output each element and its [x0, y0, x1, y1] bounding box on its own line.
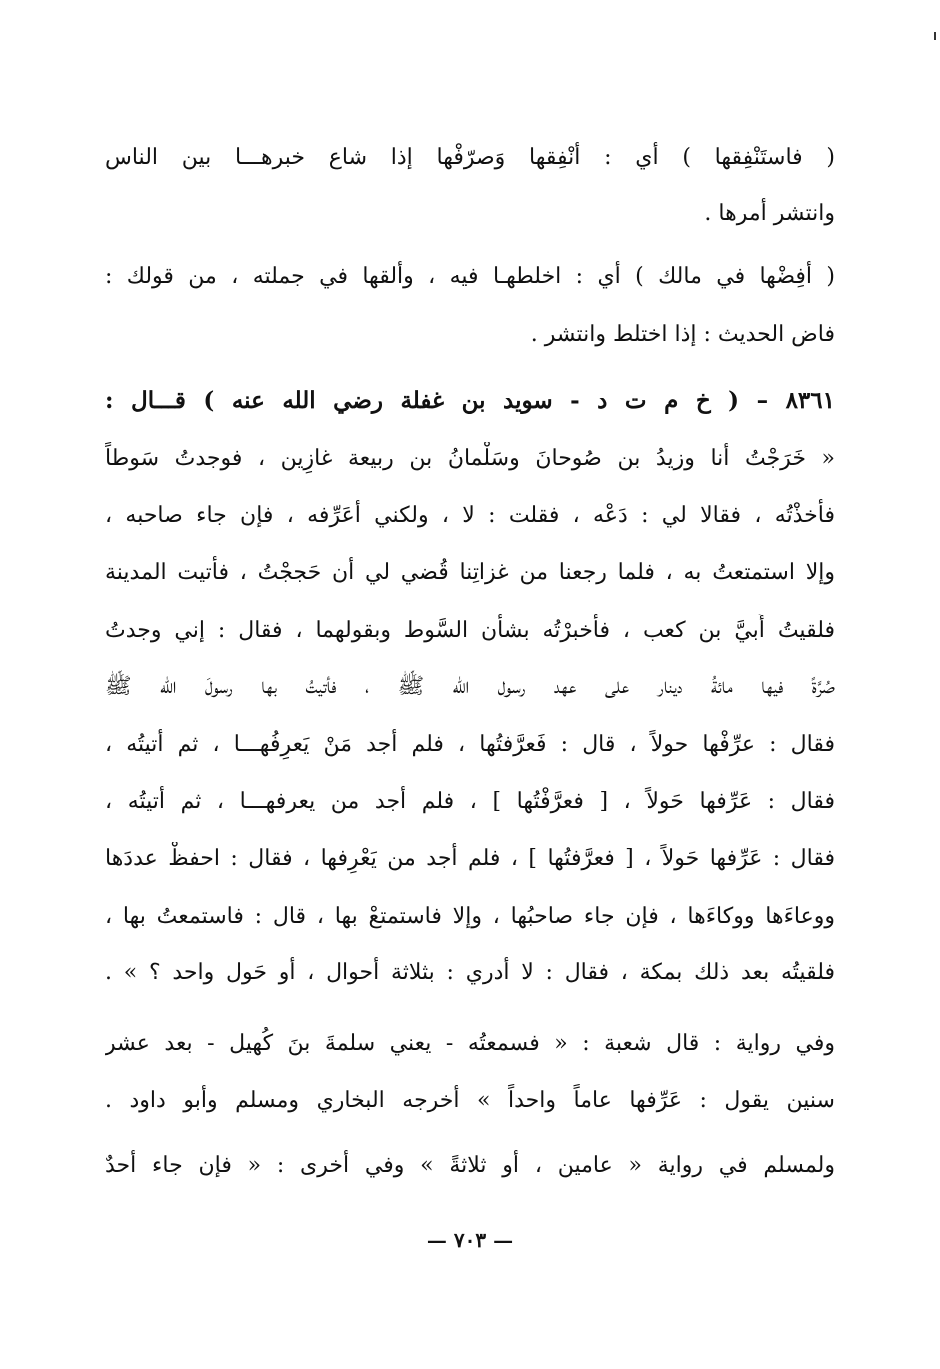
text-line: فقال : عَرِّفها حَولاً ، [ فعرَّفْتُها ] ، فلم أجد من يعرفهـــا ، ثم أتيتُه ، [105, 789, 835, 814]
text-line: فقال : عرِّفْها حولاً ، قال : فَعرَّفتُها ، فلم أجد مَنْ يَعرِفُهـــا ، ثم أتيتُه ، [105, 732, 835, 757]
text-line: فقال : عَرِّفها حَولاً ، [ فعرَّفتُها ] ، فلم أجد من يَعْرِفها ، فقال : احفظْ عددَها [105, 846, 835, 871]
text-line: فأخذْتُه ، فقالا لي : دَعْه ، فقلت : لا ، ولكني أعَرِّفه ، فإن جاء صاحبه ، [105, 503, 835, 528]
scan-mark [934, 32, 936, 40]
text-line: وإلا استمتعتُ به ، فلما رجعنا من غزاتِنا قُضي لي أن حَججْتُ ، فأتيت المدينة [105, 560, 835, 585]
text-line: « خَرَجْتُ أنا وزيدُ بن صُوحانَ وسَلْمانُ بن ربيعة غازِين ، فوجدتُ سَوطاً [105, 446, 835, 471]
hadith-heading: ٨٣٦١ – ( خ م ت د - سويد بن غفلة رضي الله عنه ) قـــال : [105, 387, 835, 414]
text-line: فلقيتُه بعد ذلك بمكة ، فقال : لا أدري : بثلاثة أحوال ، أو حَول واحد ؟ » . [105, 960, 835, 985]
text-line: ولمسلم في رواية « عامين ، أو ثلاثةً » وفي أخرى : « فإن جاء أحدٌ [105, 1153, 835, 1178]
page-number: — ٧٠٣ — [426, 1228, 514, 1252]
text-line: فاض الحديث : إذا اختلط وانتشر . [530, 322, 835, 347]
text-line: وفي رواية : قال شعبة : « فسمعتُه - يعني سلمةَ بنَ كُهيل - بعد عشر [105, 1031, 835, 1056]
text-line: فلقيتُ أُبيَّ بن كعب ، فأخبرْتُه بشأن السَّوط وبقولهما ، فقال : إني وجدتُ [105, 618, 835, 643]
text-line: ( أفِضْها في مالك ) أي : اخلطهـا فيه ، وألقها في جملته ، من قولك : [105, 264, 835, 289]
text-line: صُرَّةً فيها مائةُ دينار على عهد رسول الله ﷺ ، فأتيتُ بها رسولَ الله ﷺ [105, 674, 835, 699]
text-line: سنين يقول : عَرِّفها عاماً واحداً » أخرجه البخاري ومسلم وأبو داود . [105, 1088, 835, 1113]
text-line: ووعاءَها ووكاءَها ، فإن جاء صاحبُها ، وإلا فاستمتعْ بها ، قال : فاستمعتُ بها ، [105, 904, 835, 929]
text-line: ( فاستَنْفِقها ) أي : أنْفِقها وَصرّفْها إذا شاع خبرهـــا بين الناس [105, 145, 835, 170]
text-line: وانتشر أمرها . [704, 201, 835, 226]
